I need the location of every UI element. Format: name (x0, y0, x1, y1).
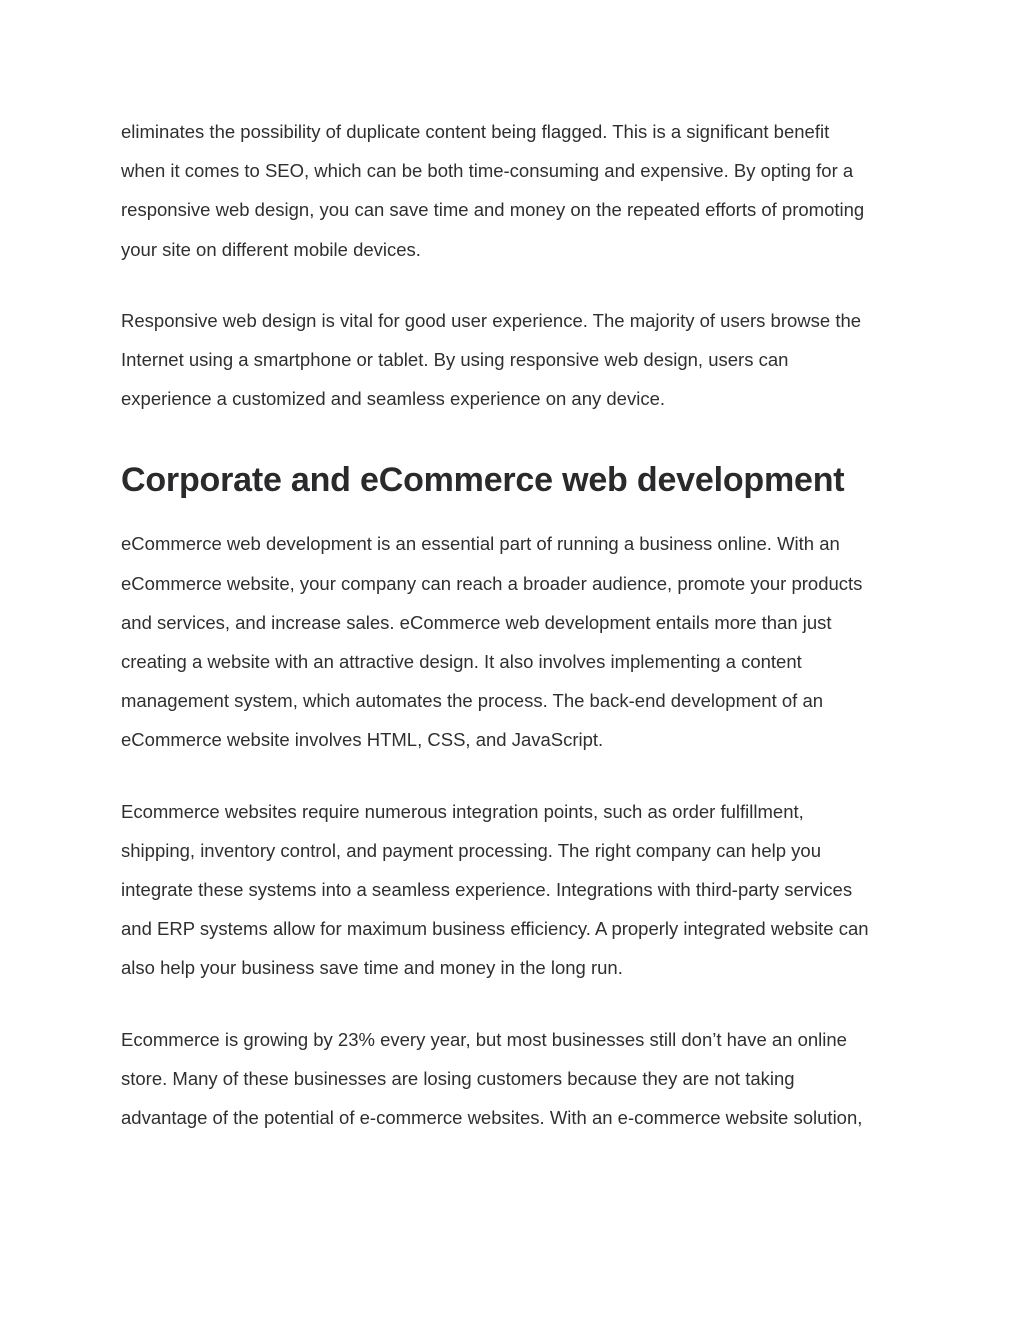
paragraph-line: advantage of the potential of e-commerce websites. With an e-commerce website solution, (121, 1107, 863, 1129)
paragraph-spacer (121, 269, 911, 301)
paragraph-ecommerce-growth (121, 1020, 911, 1138)
paragraph-user-experience (121, 301, 911, 419)
paragraph-line: and services, and increase sales. eCommerce web development entails more than just (121, 611, 832, 633)
paragraph-line: your site on different mobile devices. (121, 238, 421, 260)
paragraph-ecommerce-development (121, 524, 911, 759)
paragraph-line: eliminates the possibility of duplicate content being flagged. This is a significant benefit (121, 121, 830, 142)
document-page (121, 112, 911, 1137)
paragraph-line: Internet using a smartphone or tablet. By using responsive web design, users can (121, 349, 789, 371)
section-heading: Corporate and eCommerce web development (121, 461, 845, 500)
paragraph-spacer (121, 988, 911, 1020)
heading-spacer (121, 418, 911, 458)
paragraph-duplicate-content (121, 112, 911, 269)
paragraph-line: management system, which automates the process. The back-end development of an (121, 690, 824, 712)
paragraph-line: when it comes to SEO, which can be both time-consuming and expensive. By opting for a (121, 160, 854, 182)
paragraph-integration-points (121, 792, 911, 988)
paragraph-line: and ERP systems allow for maximum business efficiency. A properly integrated website can (121, 918, 869, 940)
paragraph-line: creating a website with an attractive design. It also involves implementing a content (121, 651, 802, 673)
paragraph-line: also help your business save time and money in the long run. (121, 957, 623, 979)
paragraph-line: experience a customized and seamless experience on any device. (121, 388, 666, 410)
paragraph-line: Responsive web design is vital for good user experience. The majority of users browse the (121, 309, 862, 331)
paragraph-line: Ecommerce is growing by 23% every year, but most businesses still don’t have an online (121, 1028, 847, 1050)
paragraph-line: eCommerce website involves HTML, CSS, and JavaScript. (121, 729, 604, 751)
paragraph-line: responsive web design, you can save time and money on the repeated efforts of promoting (121, 199, 865, 221)
paragraph-spacer (121, 760, 911, 792)
paragraph-line: integrate these systems into a seamless experience. Integrations with third-party services (121, 879, 853, 901)
paragraph-line: store. Many of these businesses are losing customers because they are not taking (121, 1067, 795, 1089)
paragraph-line: shipping, inventory control, and payment processing. The right company can help you (121, 839, 821, 861)
paragraph-line: Ecommerce websites require numerous integration points, such as order fulfillment, (121, 800, 804, 822)
paragraph-line: eCommerce website, your company can reach a broader audience, promote your products (121, 572, 863, 594)
paragraph-line: eCommerce web development is an essential part of running a business online. With an (121, 533, 840, 555)
heading-spacer (121, 502, 911, 524)
